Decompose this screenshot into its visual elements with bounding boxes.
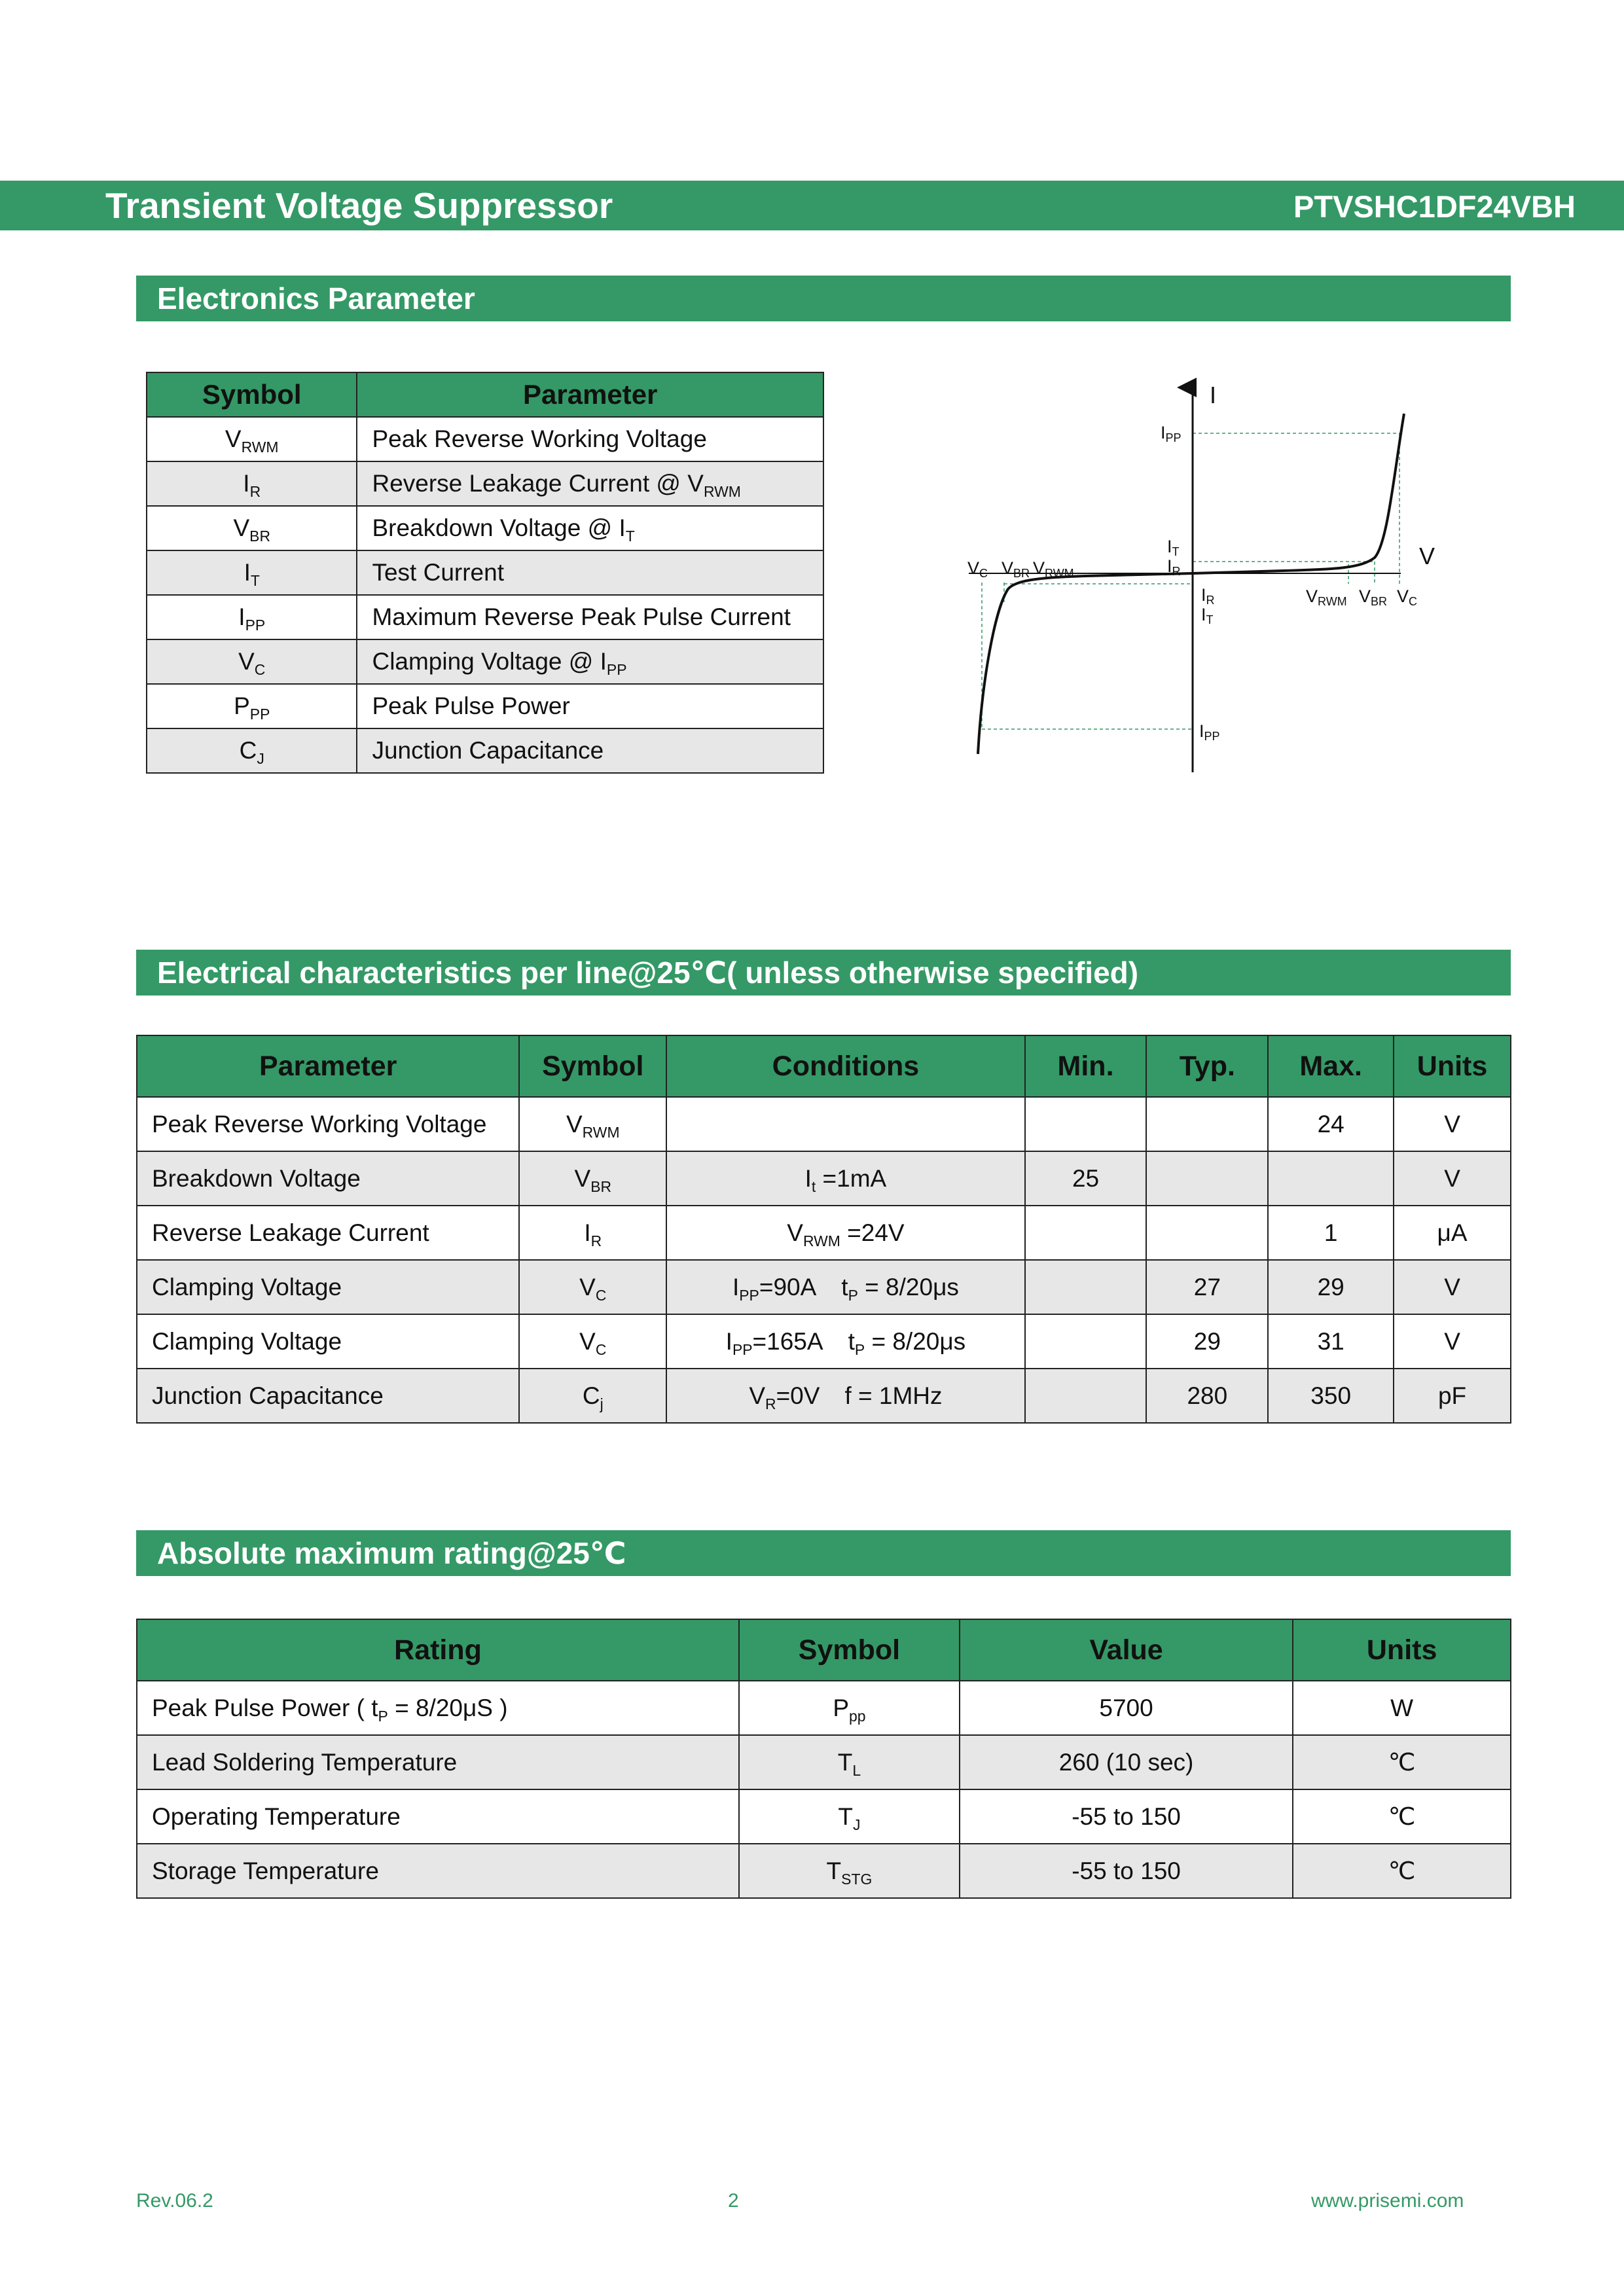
symbol-cell: $I_{PP}$ (147, 595, 357, 639)
label-ipp-top: IPP (1161, 423, 1182, 444)
header-bar (0, 181, 1624, 230)
typ-cell (1146, 1151, 1268, 1206)
typ-cell (1146, 1206, 1268, 1260)
section-electrical-characteristics: Electrical characteristics per line@25℃( unless otherwise specified) (136, 950, 1511, 996)
column-header-symbol: Symbol (739, 1619, 960, 1681)
column-header-typ: Typ. (1146, 1035, 1268, 1097)
value-cell: 260 (10 sec) (960, 1735, 1293, 1789)
min-cell (1025, 1314, 1147, 1369)
symbol-cell: $I_T$ (147, 550, 357, 595)
parameter-cell: Clamping Voltage @ $I_{PP}$ (357, 639, 823, 684)
parameter-cell: Clamping Voltage (137, 1260, 519, 1314)
max-cell: 1 (1268, 1206, 1394, 1260)
symbol-cell: $C_J$ (147, 728, 357, 773)
units-cell: V (1394, 1260, 1511, 1314)
conditions-cell (666, 1097, 1024, 1151)
units-cell: ℃ (1293, 1735, 1511, 1789)
label-ipp-bottom: IPP (1199, 721, 1220, 743)
min-cell (1025, 1369, 1147, 1423)
guide-lines (982, 433, 1399, 730)
document-title: Transient Voltage Suppressor (105, 185, 613, 226)
symbol-cell: $V_{BR}$ (147, 506, 357, 550)
parameter-cell: Junction Capacitance (357, 728, 823, 773)
column-header-conditions: Conditions (666, 1035, 1024, 1097)
symbol-cell: $T_{STG}$ (739, 1844, 960, 1898)
parameter-cell: Reverse Leakage Current (137, 1206, 519, 1260)
label-it-bottom: IT (1201, 605, 1214, 626)
column-header-parameter: Parameter (357, 372, 823, 417)
parameter-cell: Peak Pulse Power (357, 684, 823, 728)
iv-characteristic-diagram (956, 373, 1479, 779)
value-cell: -55 to 150 (960, 1789, 1293, 1844)
label-left-vc: VC (967, 558, 988, 580)
column-header-units: Units (1394, 1035, 1511, 1097)
units-cell: ℃ (1293, 1844, 1511, 1898)
symbol-cell: $V_{BR}$ (519, 1151, 666, 1206)
units-cell: pF (1394, 1369, 1511, 1423)
table-row (137, 1314, 1511, 1369)
max-cell: 31 (1268, 1314, 1394, 1369)
table-row (137, 1206, 1511, 1260)
table-row (137, 1151, 1511, 1206)
table-row (147, 639, 823, 684)
rating-cell: Lead Soldering Temperature (137, 1735, 739, 1789)
conditions-cell: $V_{RWM} =24V$ (666, 1206, 1024, 1260)
symbol-cell: $V_{RWM}$ (519, 1097, 666, 1151)
symbol-cell: $V_C$ (147, 639, 357, 684)
value-cell: -55 to 150 (960, 1844, 1293, 1898)
symbol-cell: $V_C$ (519, 1260, 666, 1314)
table-row (147, 461, 823, 506)
table-row (147, 595, 823, 639)
column-header-symbol: Symbol (147, 372, 357, 417)
parameter-cell: Peak Reverse Working Voltage (357, 417, 823, 461)
absolute-maximum-rating-table (136, 1619, 1511, 1899)
parameter-cell: Breakdown Voltage @ $I_T$ (357, 506, 823, 550)
rating-cell: Operating Temperature (137, 1789, 739, 1844)
rating-cell: Storage Temperature (137, 1844, 739, 1898)
column-header-symbol: Symbol (519, 1035, 666, 1097)
min-cell: 25 (1025, 1151, 1147, 1206)
table-row (137, 1097, 1511, 1151)
label-ir-bottom: IR (1201, 585, 1215, 607)
table-row (137, 1844, 1511, 1898)
units-cell: V (1394, 1314, 1511, 1369)
symbol-parameter-table (146, 372, 824, 774)
symbol-cell: $P_{pp}$ (739, 1681, 960, 1735)
table-row (137, 1735, 1511, 1789)
axis-label-i: I (1210, 382, 1217, 408)
label-ir-top: IR (1167, 556, 1181, 578)
conditions-cell: $I_{PP}=165A$ $t_P = 8/20\mu s$ (666, 1314, 1024, 1369)
electrical-characteristics-table (136, 1035, 1511, 1424)
conditions-cell: $I_t =1mA$ (666, 1151, 1024, 1206)
column-header-rating: Rating (137, 1619, 739, 1681)
max-cell (1268, 1151, 1394, 1206)
footer-page-number: 2 (728, 2190, 739, 2212)
parameter-cell: Clamping Voltage (137, 1314, 519, 1369)
label-right-vc: VC (1397, 586, 1418, 608)
max-cell: 24 (1268, 1097, 1394, 1151)
max-cell: 350 (1268, 1369, 1394, 1423)
typ-cell: 27 (1146, 1260, 1268, 1314)
table-row (147, 728, 823, 773)
symbol-cell: $V_C$ (519, 1314, 666, 1369)
typ-cell: 280 (1146, 1369, 1268, 1423)
units-cell: V (1394, 1151, 1511, 1206)
column-header-min: Min. (1025, 1035, 1147, 1097)
table-row (147, 684, 823, 728)
symbol-cell: $I_R$ (519, 1206, 666, 1260)
label-right-vrwm: VRWM (1306, 586, 1347, 608)
table-row (137, 1260, 1511, 1314)
label-it-top: IT (1167, 537, 1180, 558)
parameter-cell: Maximum Reverse Peak Pulse Current (357, 595, 823, 639)
table-row (147, 550, 823, 595)
units-cell: ℃ (1293, 1789, 1511, 1844)
units-cell: μA (1394, 1206, 1511, 1260)
min-cell (1025, 1260, 1147, 1314)
part-number: PTVSHC1DF24VBH (1293, 189, 1576, 224)
table-row (137, 1369, 1511, 1423)
min-cell (1025, 1097, 1147, 1151)
max-cell: 29 (1268, 1260, 1394, 1314)
units-cell: W (1293, 1681, 1511, 1735)
axis-label-v: V (1419, 543, 1435, 569)
parameter-cell: Reverse Leakage Current @ $V_{RWM}$ (357, 461, 823, 506)
column-header-value: Value (960, 1619, 1293, 1681)
parameter-cell: Junction Capacitance (137, 1369, 519, 1423)
label-left-vrwm: VRWM (1033, 558, 1074, 580)
typ-cell (1146, 1097, 1268, 1151)
column-header-units: Units (1293, 1619, 1511, 1681)
symbol-cell: $C_j$ (519, 1369, 666, 1423)
conditions-cell: $I_{PP}=90A$ $t_P = 8/20\mu s$ (666, 1260, 1024, 1314)
label-right-vbr: VBR (1359, 586, 1388, 608)
value-cell: 5700 (960, 1681, 1293, 1735)
symbol-cell: $T_J$ (739, 1789, 960, 1844)
symbol-cell: $I_R$ (147, 461, 357, 506)
symbol-cell: $V_{RWM}$ (147, 417, 357, 461)
column-header-max: Max. (1268, 1035, 1394, 1097)
rating-cell: Peak Pulse Power ( $t_P = 8/20\mu S$ ) (137, 1681, 739, 1735)
table-row (137, 1789, 1511, 1844)
section-electronics-parameter: Electronics Parameter (136, 276, 1511, 321)
footer-revision: Rev.06.2 (136, 2190, 213, 2212)
table-row (147, 417, 823, 461)
parameter-cell: Test Current (357, 550, 823, 595)
label-left-vbr: VBR (1001, 558, 1030, 580)
column-header-parameter: Parameter (137, 1035, 519, 1097)
section-absolute-maximum-rating: Absolute maximum rating@25℃ (136, 1530, 1511, 1576)
conditions-cell: $V_R=0V$ f = 1MHz (666, 1369, 1024, 1423)
footer-website[interactable]: www.prisemi.com (1311, 2190, 1464, 2212)
typ-cell: 29 (1146, 1314, 1268, 1369)
parameter-cell: Breakdown Voltage (137, 1151, 519, 1206)
table-row (137, 1681, 1511, 1735)
parameter-cell: Peak Reverse Working Voltage (137, 1097, 519, 1151)
units-cell: V (1394, 1097, 1511, 1151)
table-row (147, 506, 823, 550)
symbol-cell: $P_{PP}$ (147, 684, 357, 728)
symbol-cell: $T_L$ (739, 1735, 960, 1789)
min-cell (1025, 1206, 1147, 1260)
